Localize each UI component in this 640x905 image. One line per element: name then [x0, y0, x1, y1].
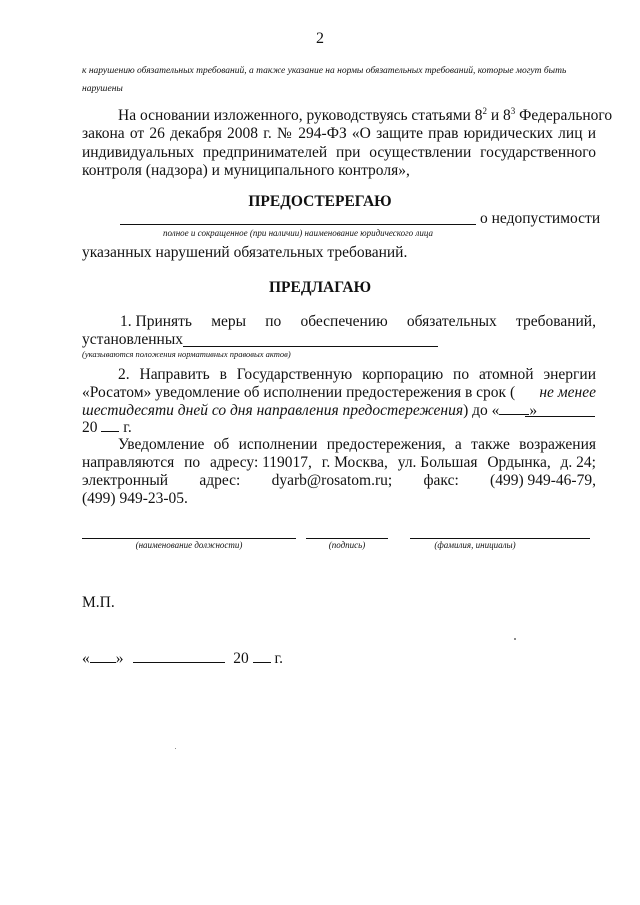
signature-caption: (подпись)	[328, 540, 366, 550]
notice-line-4: (499) 949-23-05.	[82, 490, 188, 507]
warn-heading: ПРЕДОСТЕРЕГАЮ	[248, 193, 392, 210]
top-note-line-1: к нарушению обязательных требований, а также указание на нормы обязательных требований, которые могут быть	[82, 66, 567, 76]
warn-continuation: указанных нарушений обязательных требований.	[82, 244, 408, 261]
top-note-line-2: нарушены	[82, 84, 123, 94]
date-line: « » 20 г.	[82, 650, 283, 667]
notice-line-3: электронный адрес: dyarb@rosatom.ru; факс: (499) 949-46-79,	[82, 472, 596, 489]
item2-line-4: 20 г.	[82, 419, 132, 436]
item2-line-2: «Росатом» уведомление об исполнении предостережения в срок ( не менее	[82, 384, 596, 401]
warn-tail: о недопустимости	[480, 210, 601, 227]
name-line	[410, 538, 590, 539]
legal-entity-name-line	[120, 224, 476, 225]
page-number: 2	[316, 30, 324, 47]
notice-line-2: направляются по адресу: 119017, г. Москва, ул. Большая Ордынка, д. 24;	[82, 454, 596, 471]
stamp-placeholder: М.П.	[82, 594, 115, 611]
legal-provisions-line	[183, 346, 438, 347]
legal-entity-caption: полное и сокращенное (при наличии) наименование юридического лица	[163, 228, 433, 238]
scan-speck	[514, 638, 516, 640]
item1-caption: (указываются положения нормативных правовых актов)	[82, 349, 291, 359]
basis-line-3: индивидуальных предпринимателей при осуществлении государственного	[82, 144, 596, 161]
name-caption: (фамилия, инициалы)	[434, 540, 516, 550]
deadline-month-line	[525, 416, 595, 417]
notice-line-1: Уведомление об исполнении предостережения, а также возражения	[118, 436, 596, 453]
item2-line-3: шестидесяти дней со дня направления предостережения) до « »	[82, 402, 538, 419]
basis-line-4: контроля (надзора) и муниципального контроля»,	[82, 162, 410, 179]
basis-line-1: На основании изложенного, руководствуясь статьями $8^2$ и $8^3$ Федерального	[118, 106, 613, 125]
signature-line	[306, 538, 388, 539]
position-caption: (наименование должности)	[135, 540, 243, 550]
item2-line-1: 2. Направить в Государственную корпорацию по атомной энергии	[118, 366, 596, 383]
position-line	[82, 538, 296, 539]
basis-line-2: закона от 26 декабря 2008 г. № 294-ФЗ «О защите прав юридических лиц и	[82, 125, 596, 142]
item1-line-2: установленных	[82, 331, 183, 348]
scan-speck	[175, 748, 176, 749]
propose-heading: ПРЕДЛАГАЮ	[268, 279, 372, 296]
item1-line-1: 1. Принять меры по обеспечению обязательных требований,	[120, 313, 596, 330]
